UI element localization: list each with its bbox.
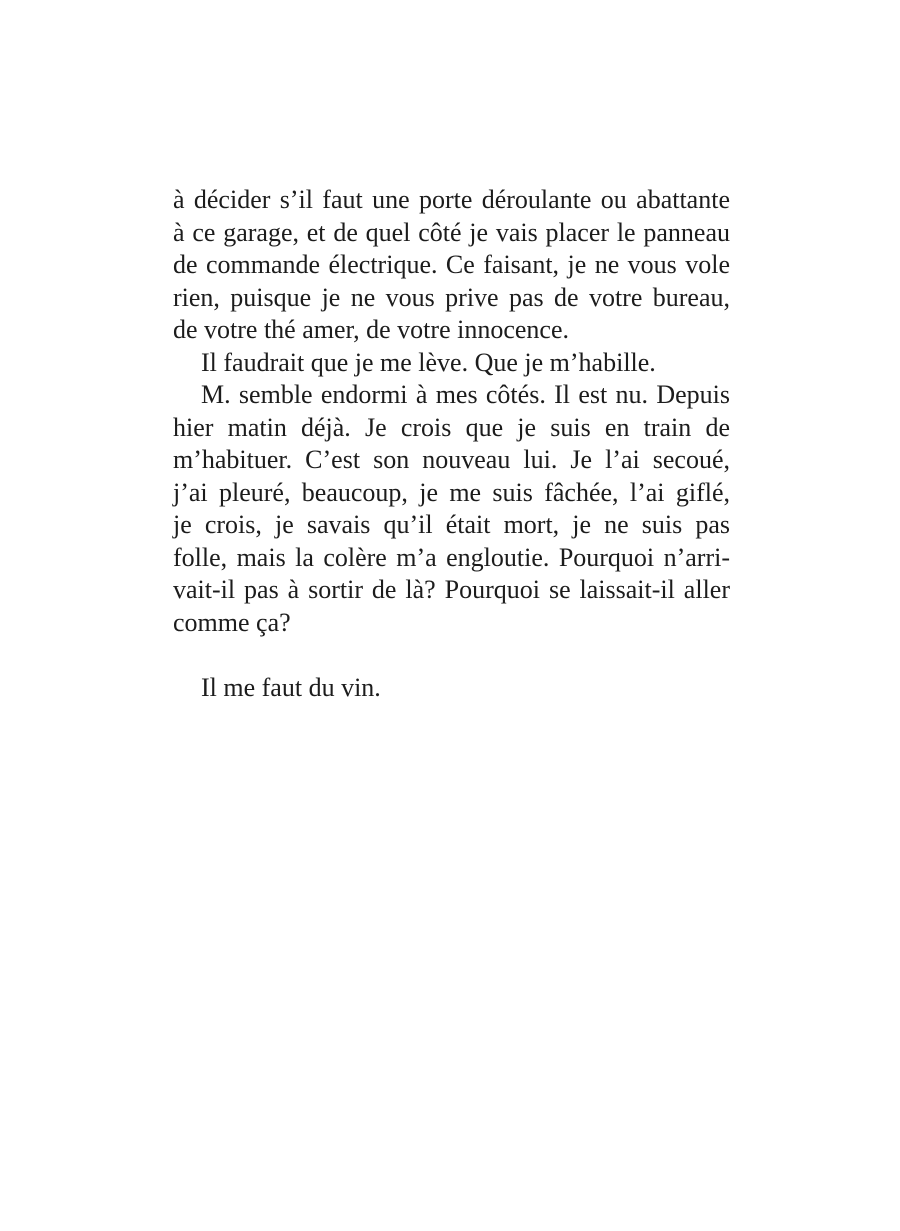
text-line: j’ai pleuré, beaucoup, je me suis fâchée, l’ai giflé, xyxy=(173,477,730,507)
text-line: vait-il pas à sortir de là? Pourquoi se laissait-il aller xyxy=(173,575,730,604)
page-text xyxy=(173,184,730,704)
text-line: M. semble endormi à mes côtés. Il est nu. Depuis xyxy=(201,380,730,409)
text-line: de commande électrique. Ce faisant, je ne vous vole xyxy=(173,250,730,279)
text-line: rien, puisque je ne vous prive pas de votre bureau, xyxy=(173,282,730,312)
text-line: m’habituer. C’est son nouveau lui. Je l’ai secoué, xyxy=(173,445,730,474)
text-line: folle, mais la colère m’a engloutie. Pourquoi n’arri- xyxy=(173,542,730,572)
text-line: Il faudrait que je me lève. Que je m’habille. xyxy=(201,347,656,377)
text-line: comme ça? xyxy=(173,607,291,637)
text-line: Il me faut du vin. xyxy=(201,672,381,702)
paragraph xyxy=(173,672,730,705)
text-line: de votre thé amer, de votre innocence. xyxy=(173,315,569,344)
text-line: à ce garage, et de quel côté je vais placer le panneau xyxy=(173,217,730,247)
paragraph xyxy=(173,347,730,380)
paragraph xyxy=(173,184,730,347)
paragraph xyxy=(173,379,730,639)
text-line: je crois, je savais qu’il était mort, je ne suis pas xyxy=(173,510,730,539)
text-line: à décider s’il faut une porte déroulante ou abattante xyxy=(173,185,730,214)
text-line: hier matin déjà. Je crois que je suis en train de xyxy=(173,412,730,442)
